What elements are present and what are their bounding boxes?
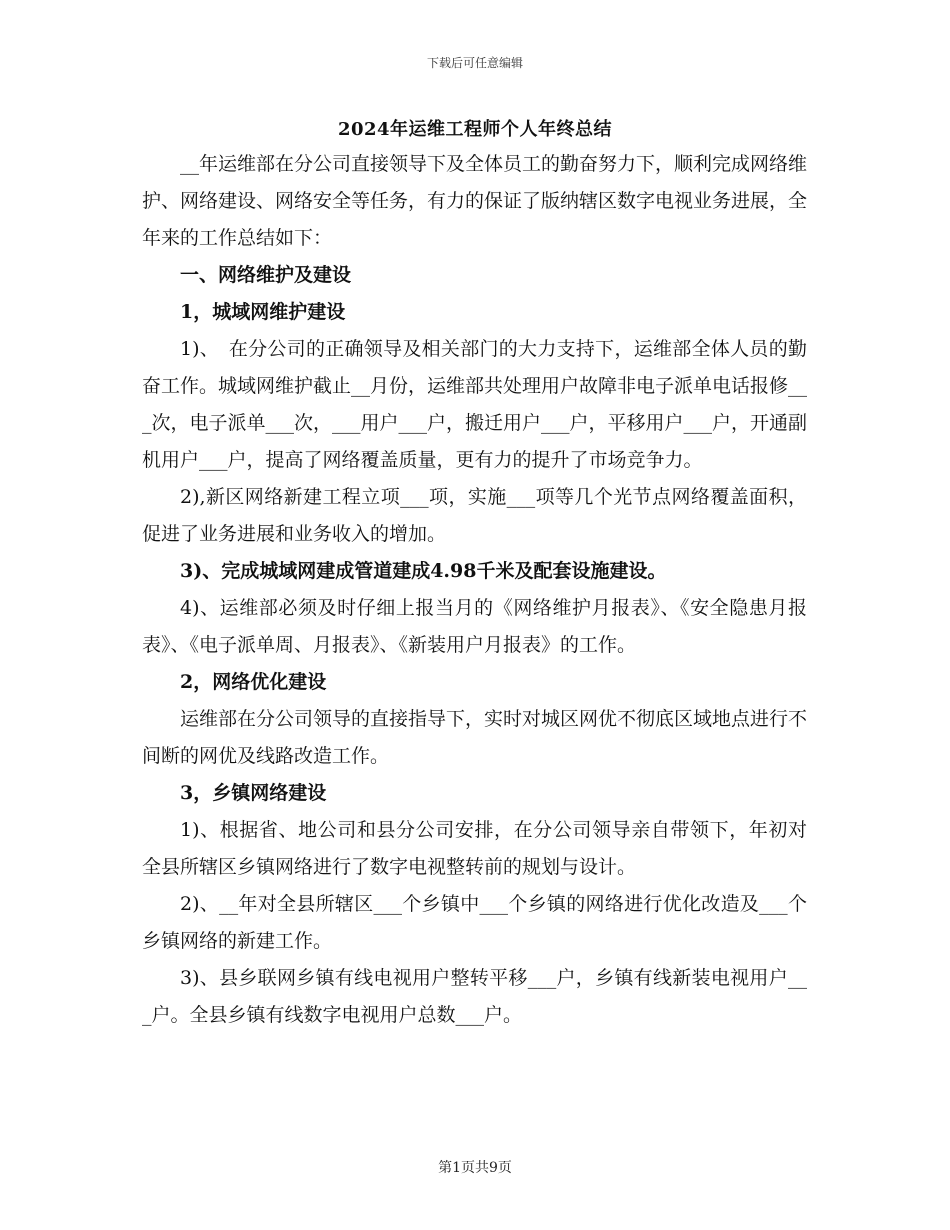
- paragraph: 运维部在分公司领导的直接指导下，实时对城区网优不彻底区域地点进行不间断的网优及线路改造工作。: [142, 708, 808, 767]
- paragraph: __年运维部在分公司直接领导下及全体员工的勤奋努力下，顺利完成网络维护、网络建设、网络安全等任务，有力的保证了版纳辖区数字电视业务进展，全年来的工作总结如下：: [142, 153, 808, 249]
- document-body: [142, 146, 807, 1034]
- page-footer: 第1页共9页: [438, 1160, 512, 1176]
- header-note: 下载后可任意编辑: [426, 56, 523, 70]
- subsection-heading: 1，城域网维护建设: [180, 301, 346, 323]
- paragraph: 3)、县乡联网乡镇有线电视用户整转平移___户，乡镇有线新装电视用户___户。全县乡镇有线数字电视用户总数___户。: [142, 967, 807, 1026]
- section-heading: 一、网络维护及建设: [180, 264, 352, 286]
- subsection-heading: 2，网络优化建设: [180, 671, 327, 693]
- subsection-heading: 3，乡镇网络建设: [180, 782, 327, 804]
- paragraph: 1)、 在分公司的正确领导及相关部门的大力支持下，运维部全体人员的勤奋工作。城域网维护截止__月份，运维部共处理用户故障非电子派单电话报修___次，电子派单___次，___用户___户，搬迁用户___户，平移用户___户，开通副机用户___户，提高了网络覆盖质量，更有力的提升了市场竞争力。: [142, 338, 808, 471]
- document-title: 2024年运维工程师个人年终总结: [337, 119, 613, 140]
- paragraph: 2),新区网络新建工程立项___项，实施___项等几个光节点网络覆盖面积，促进了业务进展和业务收入的增加。: [142, 486, 807, 545]
- paragraph: 2)、__年对全县所辖区___个乡镇中___个乡镇的网络进行优化改造及___个乡镇网络的新建工作。: [142, 893, 807, 952]
- paragraph: 4)、运维部必须及时仔细上报当月的《网络维护月报表》、《安全隐患月报表》、《电子派单周、月报表》、《新装用户月报表》的工作。: [142, 597, 807, 656]
- paragraph: 1)、根据省、地公司和县分公司安排，在分公司领导亲自带领下，年初对全县所辖区乡镇网络进行了数字电视整转前的规划与设计。: [142, 819, 807, 878]
- bold-paragraph: 3)、完成城域网建成管道建成4.98千米及配套设施建设。: [180, 560, 667, 582]
